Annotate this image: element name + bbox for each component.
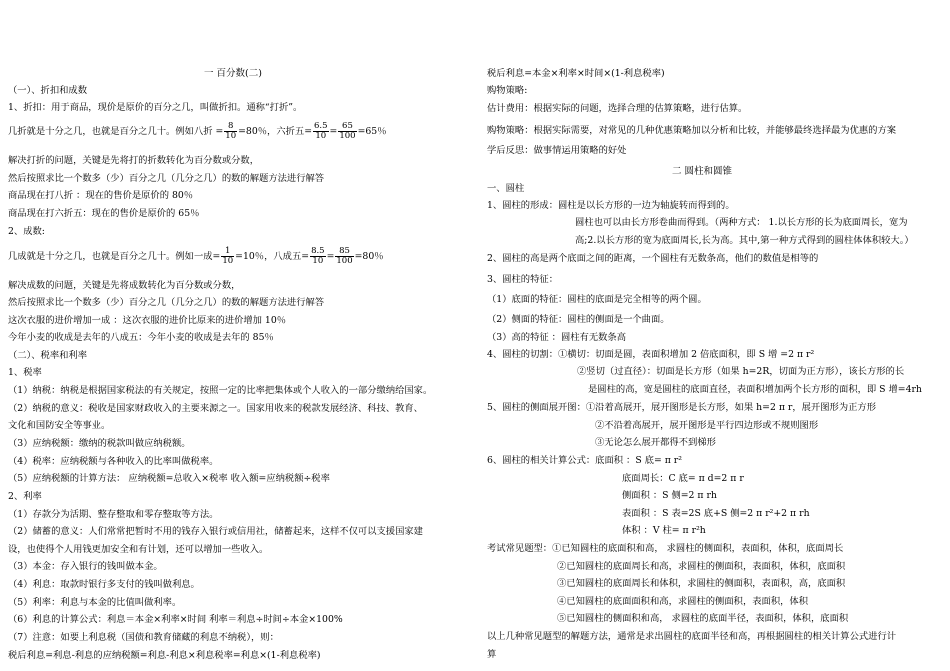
- section-title: 一 百分数(二): [204, 68, 262, 79]
- paragraph: （5）利率：利息与本金的比值叫做利率。: [8, 597, 182, 608]
- formula: 侧面积 ：S 侧=2 π rh: [622, 490, 717, 501]
- paragraph: （3）高的特征 ：圆柱有无数条高: [487, 332, 627, 343]
- paragraph: 税后利息=利息-利息的应纳税额=利息-利息×利息税率=利息×(1-利息税率): [8, 650, 321, 661]
- text: =: [329, 126, 338, 137]
- paragraph: 高;2.以长方形的宽为底面周长,长为高。其中,第一种方式得到的圆柱体体积较大。）: [575, 235, 914, 246]
- paragraph: ③无论怎么展开都得不到梯形: [595, 437, 716, 448]
- paragraph: （1）底面的特征：圆柱的底面是完全相等的两个圆。: [487, 294, 707, 305]
- paragraph: 2、圆柱的高是两个底面之间的距离，一个圆柱有无数条高，他们的数值是相等的: [487, 253, 819, 264]
- paragraph: 是圆柱的高，宽是圆柱的底面直径，表面积增加两个长方形的面积，即 S 增=4rh: [588, 384, 922, 395]
- paragraph: （3）应纳税额：缴纳的税款叫做应纳税额。: [8, 438, 191, 449]
- paragraph: 然后按照求比一个数多（少）百分之几（几分之几）的数的解题方法进行解答: [8, 173, 325, 184]
- formula: 体积 ：V 柱= π r²h: [622, 525, 706, 536]
- paragraph: 商品现在打八折 ：现在的售价是原价的 80％: [8, 190, 194, 201]
- paragraph: 解决打折的问题，关键是先将打的折数转化为百分数或分数，: [8, 155, 260, 166]
- paragraph: ②不沿着高展开，展开图形是平行四边形或不规则图形: [595, 420, 819, 431]
- section-title: 二 圆柱和圆锥: [672, 166, 733, 177]
- paragraph: 以上几种常见题型的解题方法，通常是求出圆柱的底面半径和高，再根据圆柱的相关计算公式进行计: [487, 631, 897, 642]
- paragraph: 6、圆柱的相关计算公式：底面积 ：S 底= π r²: [487, 455, 682, 466]
- paragraph: 购物策略:: [487, 85, 528, 96]
- text: =80％: [354, 251, 384, 262]
- paragraph: （1）纳税：纳税是根据国家税法的有关规定，按照一定的比率把集体或个人收入的一部分缴纳给国家。: [8, 385, 433, 396]
- paragraph: ②竖切（过直径）：切面是长方形（如果 h=2R，切面为正方形），该长方形的长: [577, 366, 905, 377]
- paragraph: 3、圆柱的特征：: [487, 274, 558, 285]
- paragraph: 今年小麦的收成是去年的八成五：今年小麦的收成是去年的 85％: [8, 332, 274, 343]
- formula: 表面积 ：S 表=2S 底+S 侧=2 π r²+2 π rh: [622, 508, 810, 519]
- fraction: $\frac{1}{10}$: [222, 246, 234, 266]
- paragraph: 4、圆柱的切割：①横切：切面是圆，表面积增加 2 倍底面积，即 S 增 =2 π r²: [487, 349, 815, 360]
- paragraph: 学后反思：做事情运用策略的好处: [487, 145, 627, 156]
- paragraph: 这次衣服的进价增加一成 ：这次衣服的进价比原来的进价增加 10％: [8, 315, 287, 326]
- paragraph: 税后利息=本金×利率×时间×(1-利息税率): [487, 68, 665, 79]
- paragraph: ⑤已知圆柱的侧面积和高， 求圆柱的底面半径，表面积，体积，底面积: [557, 613, 849, 624]
- paragraph: ②已知圆柱的底面周长和高，求圆柱的侧面积，表面积，体积，底面积: [557, 561, 846, 572]
- text: =: [326, 251, 335, 262]
- paragraph: 商品现在打六折五：现在的售价是原价的 65％: [8, 208, 200, 219]
- fraction: $\frac{85}{100}$: [336, 246, 353, 266]
- fraction: $\frac{8}{10}$: [225, 121, 237, 141]
- paragraph: 1、圆柱的形成：圆柱是以长方形的一边为轴旋转而得到的。: [487, 200, 735, 211]
- paragraph: 圆柱也可以由长方形卷曲而得到。（两种方式： 1.以长方形的长为底面周长，宽为: [575, 217, 908, 228]
- paragraph: （4）利息：取款时银行多支付的钱叫做利息。: [8, 579, 200, 590]
- paragraph: 1、税率: [8, 367, 42, 378]
- paragraph: 5、圆柱的侧面展开图：①沿着高展开，展开图形是长方形，如果 h=2 π r，展开图形为正方形: [487, 402, 877, 413]
- paragraph: 然后按照求比一个数多（少）百分之几（几分之几）的数的解题方法进行解答: [8, 297, 325, 308]
- text: =65％: [357, 126, 387, 137]
- paragraph: （6）利息的计算公式：利息＝本金×利率×时间 利率＝利息÷时间÷本金×100%: [8, 614, 343, 625]
- paragraph: 1、折扣：用于商品，现价是原价的百分之几，叫做折扣。通称“打折”。: [8, 102, 303, 113]
- text: =80％，六折五=: [238, 126, 313, 137]
- paragraph: （7）注意：如要上利息税（国债和教育储藏的利息不纳税），则：: [8, 632, 279, 643]
- formula: 底面周长：C 底= π d=2 π r: [622, 473, 744, 484]
- text: =10％，八成五=: [235, 251, 310, 262]
- text: 几成就是十分之几，也就是百分之几十。例如一成=: [8, 251, 221, 262]
- discount-example: [8, 122, 387, 141]
- paragraph: （2）储蓄的意义：人们常常把暂时不用的钱存入银行或信用社，储蓄起来，这样不仅可以支援国家建: [8, 526, 423, 537]
- paragraph: 解决成数的问题，关键是先将成数转化为百分数或分数，: [8, 280, 241, 291]
- paragraph: 算: [487, 649, 497, 660]
- paragraph: ③已知圆柱的底面周长和体积，求圆柱的侧面积，表面积，高，底面积: [557, 578, 846, 589]
- paragraph: 估计费用：根据实际的问题，选择合理的估算策略，进行估算。: [487, 103, 748, 114]
- paragraph: 2、成数:: [8, 226, 45, 237]
- fraction: $\frac{8.5}{10}$: [311, 246, 325, 266]
- paragraph: 考试常见题型：①已知圆柱的底面积和高， 求圆柱的侧面积，表面积，体积，底面周长: [487, 543, 844, 554]
- paragraph: 购物策略：根据实际需要，对常见的几种优惠策略加以分析和比较，并能够最终选择最为优惠的方案: [487, 125, 897, 136]
- subsection-heading: 一、圆柱: [487, 183, 525, 194]
- subsection-heading: （二）、税率和利率: [8, 350, 88, 361]
- paragraph: （3）本金：存入银行的钱叫做本金。: [8, 561, 163, 572]
- paragraph: （5）应纳税额的计算方法： 应纳税额=总收入×税率 收入额=应纳税额÷税率: [8, 473, 330, 484]
- paragraph: （4）税率：应纳税额与各种收入的比率叫做税率。: [8, 456, 219, 467]
- paragraph: 2、利率: [8, 491, 42, 502]
- paragraph: ④已知圆柱的底面面积和高，求圆柱的侧面积，表面积，体积: [557, 596, 809, 607]
- paragraph: （2）侧面的特征：圆柱的侧面是一个曲面。: [487, 314, 670, 325]
- text: 几折就是十分之几，也就是百分之几十。例如八折 =: [8, 126, 224, 137]
- paragraph: 文化和国防安全等事业。: [8, 420, 111, 431]
- fraction: $\frac{65}{100}$: [339, 121, 356, 141]
- paragraph: （1）存款分为活期、整存整取和零存整取等方法。: [8, 509, 219, 520]
- fraction: $\frac{6.5}{10}$: [314, 121, 328, 141]
- paragraph: （2）纳税的意义：税收是国家财政收入的主要来源之一。国家用收来的税款发展经济、科技、教育、: [8, 403, 423, 414]
- subsection-heading: （一）、折扣和成数: [8, 85, 88, 96]
- cheng-example: [8, 247, 384, 266]
- paragraph: 设，也使得个人用钱更加安全和有计划，还可以增加一些收入。: [8, 544, 269, 555]
